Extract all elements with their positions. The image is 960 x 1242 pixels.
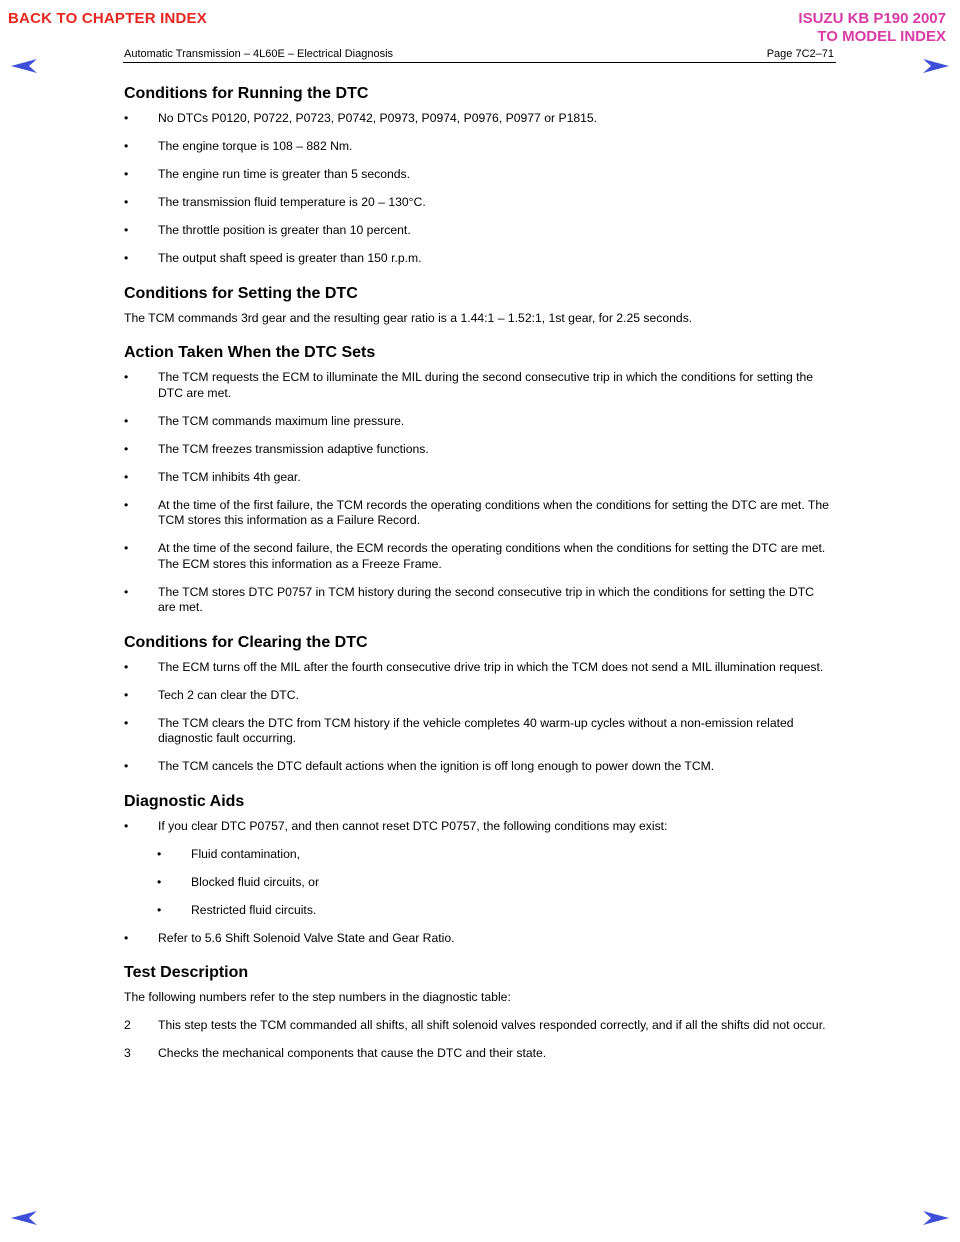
list-item: • The TCM inhibits 4th gear. [124, 470, 834, 486]
prev-page-arrow-icon[interactable] [10, 1210, 38, 1226]
list-item: • If you clear DTC P0757, and then cannot reset DTC P0757, the following conditions may exist: [124, 819, 834, 835]
prev-page-arrow-icon[interactable] [10, 58, 38, 74]
heading-running: Conditions for Running the DTC [124, 85, 369, 102]
list-item: • The TCM freezes transmission adaptive functions. [124, 442, 834, 458]
model-title[interactable]: ISUZU KB P190 2007 [798, 10, 946, 27]
step-text: This step tests the TCM commanded all shifts, all shift solenoid valves responded correctly, and if all the shifts did not occur. [158, 1018, 826, 1032]
list-item: • The TCM clears the DTC from TCM history if the vehicle completes 40 warm-up cycles without a non-emission related diagnostic fault occurring. [124, 716, 834, 747]
test-intro: The following numbers refer to the step numbers in the diagnostic table: [124, 990, 511, 1004]
list-item: • The TCM stores DTC P0757 in TCM history during the second consecutive trip in which the conditions for setting the DTC are met. [124, 585, 834, 616]
next-page-arrow-icon[interactable] [922, 58, 950, 74]
step-item [124, 1046, 834, 1062]
list-item: • The transmission fluid temperature is 20 – 130°C. [124, 195, 834, 211]
list-item: • The engine run time is greater than 5 seconds. [124, 167, 834, 183]
list-item: • The engine torque is 108 – 882 Nm. [124, 139, 834, 155]
list-item: • The TCM requests the ECM to illuminate the MIL during the second consecutive trip in which the conditions for setting the DTC are met. [124, 370, 834, 401]
list-item: • No DTCs P0120, P0722, P0723, P0742, P0973, P0974, P0976, P0977 or P1815. [124, 111, 834, 127]
sub-list-item: • Fluid contamination, [124, 847, 834, 863]
list-item: • At the time of the first failure, the TCM records the operating conditions when the conditions for setting the DTC are met. The TCM stores this information as a Failure Record. [124, 498, 834, 529]
running-header [123, 47, 836, 63]
model-index-label[interactable]: TO MODEL INDEX [817, 28, 946, 45]
list-item: • The ECM turns off the MIL after the fourth consecutive drive trip in which the TCM does not send a MIL illumination request. [124, 660, 834, 676]
list-item: • Tech 2 can clear the DTC. [124, 688, 834, 704]
list-item: • The output shaft speed is greater than 150 r.p.m. [124, 251, 834, 267]
list-item: • The TCM cancels the DTC default actions when the ignition is off long enough to power down the TCM. [124, 759, 834, 775]
next-page-arrow-icon[interactable] [922, 1210, 950, 1226]
sub-list-item: • Restricted fluid circuits. [124, 903, 834, 919]
header-page-number: Page 7C2–71 [766, 48, 834, 60]
heading-aids: Diagnostic Aids [124, 792, 245, 810]
step-text: Checks the mechanical components that cause the DTC and their state. [158, 1046, 547, 1060]
sub-list-item: • Blocked fluid circuits, or [124, 875, 834, 891]
model-index-link[interactable] [798, 10, 946, 46]
setting-text: The TCM commands 3rd gear and the resulting gear ratio is a 1.44:1 – 1.52:1, 1st gear, for 2.25 seconds. [124, 310, 693, 325]
heading-setting: Conditions for Setting the DTC [124, 284, 358, 302]
step-number: 3 [124, 1046, 131, 1060]
heading-test: Test Description [124, 964, 249, 981]
list-item: • At the time of the second failure, the ECM records the operating conditions when the conditions for setting the DTC are met. The ECM stores this information as a Freeze Frame. [124, 541, 834, 572]
list-item: • The TCM commands maximum line pressure. [124, 414, 834, 430]
step-number: 2 [124, 1018, 131, 1032]
back-to-chapter-link[interactable]: BACK TO CHAPTER INDEX [8, 10, 207, 27]
page-content [124, 84, 834, 1062]
step-item [124, 1018, 834, 1034]
list-item: • Refer to 5.6 Shift Solenoid Valve State and Gear Ratio. [124, 931, 834, 947]
list-item: • The throttle position is greater than 10 percent. [124, 223, 834, 239]
heading-action: Action Taken When the DTC Sets [124, 344, 376, 361]
heading-clearing: Conditions for Clearing the DTC [124, 633, 368, 651]
header-section-title: Automatic Transmission – 4L60E – Electrical Diagnosis [124, 48, 394, 60]
